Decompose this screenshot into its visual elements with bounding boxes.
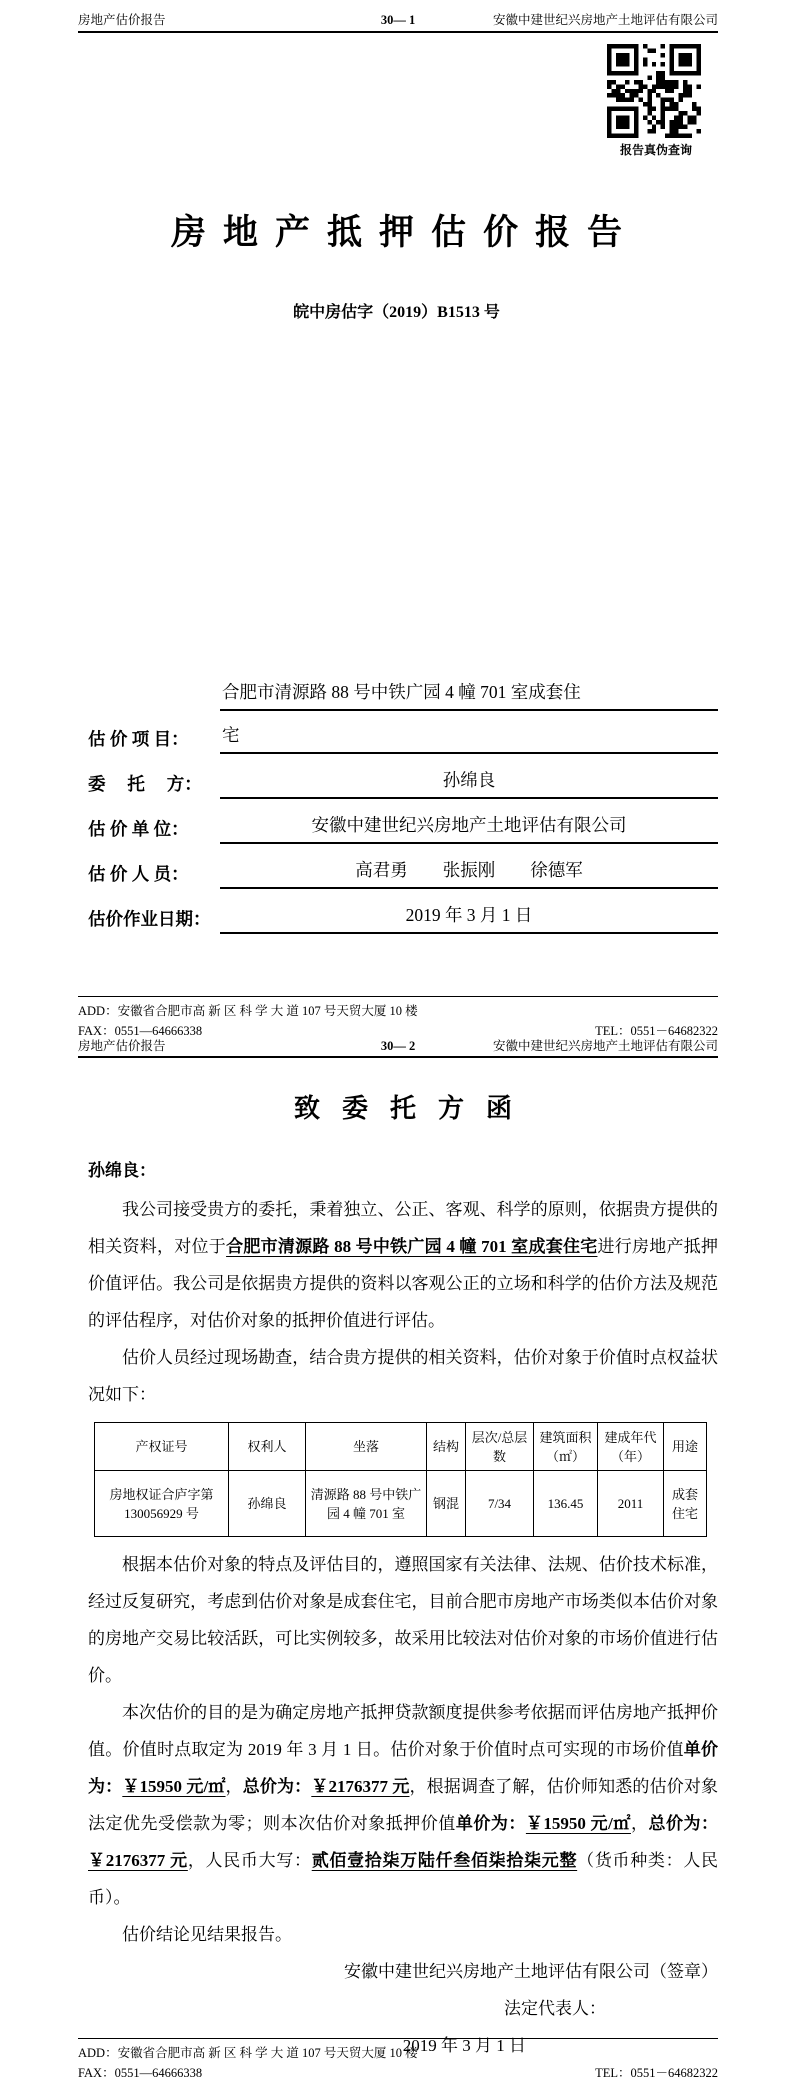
text-segment: ￥2176377 元 [88,1851,188,1870]
footer-tel: TEL：0551－64682322 [595,1024,718,1038]
paragraph-4 [88,1694,718,1916]
ownership-table [94,1422,707,1537]
paragraph-1 [88,1191,718,1339]
table-header-cell: 坐落 [306,1423,427,1471]
text-segment: ， [225,1777,243,1796]
field-row [88,679,718,754]
text-segment: 单价为： [455,1814,526,1833]
cover-fields [88,679,718,947]
table-header-row [95,1423,707,1471]
paragraph-2: 估价人员经过现场勘查，结合贵方提供的相关资料，估价对象于价值时点权益状况如下： [88,1348,718,1404]
running-header-title: 房地产估价报告 [78,13,166,27]
field-row [88,902,718,934]
field-label: 估 价 项 目： [88,729,189,749]
field-value: 安徽中建世纪兴房地产土地评估有限公司 [220,812,718,844]
header-rule-1 [78,31,718,33]
table-header-cell: 用途 [664,1423,707,1471]
table-cell: 孙绵良 [229,1471,306,1537]
table-cell: 2011 [598,1471,664,1537]
page1-running-header [78,10,718,28]
table-cell: 136.45 [534,1471,598,1537]
table-header-cell: 建筑面积（㎡） [534,1423,598,1471]
field-row [88,857,718,889]
field-label: 估 价 单 位： [88,819,189,839]
field-row [88,812,718,844]
page1-number: 30— 1 [380,13,416,27]
field-value: 宅 [220,722,718,754]
text-segment: 合肥市清源路 88 号中铁广园 4 幢 701 室成套住宅 [226,1237,598,1256]
table-header-cell: 建成年代（年） [598,1423,664,1471]
table-header-cell: 产权证号 [95,1423,229,1471]
company-name-header: 安徽中建世纪兴房地产土地评估有限公司 [492,1039,718,1053]
running-header-title: 房地产估价报告 [78,1039,166,1053]
field-value: 2019 年 3 月 1 日 [220,902,718,934]
table-row [95,1471,707,1537]
table-cell: 7/34 [466,1471,534,1537]
text-segment: （货币种类：人民币）。 [88,1851,719,1907]
footer-tel: TEL：0551－64682322 [595,2066,718,2080]
footer-fax: FAX：0551—64666338 [78,1024,203,1038]
conclusion-note: 估价结论见结果报告。 [122,1925,292,1944]
text-segment: ￥2176377 元 [311,1777,410,1796]
signature-company: 安徽中建世纪兴房地产土地评估有限公司（签章） [344,1962,718,1981]
company-name-header: 安徽中建世纪兴房地产土地评估有限公司 [492,13,718,27]
text-segment: ，人民币大写： [187,1851,312,1870]
field-label: 委 托 方： [88,774,202,794]
page2-footer [78,2038,718,2081]
footer-address: ADD：安徽省合肥市高 新 区 科 学 大 道 107 号天贸大厦 10 楼 [78,2046,418,2060]
text-segment: 贰佰壹拾柒万陆仟叁佰柒拾柒元整 [311,1851,578,1870]
letter-title: 致委托方函 [293,1094,534,1123]
footer-fax: FAX：0551—64666338 [78,2066,203,2080]
text-segment: ￥15950 元/㎡ [525,1814,631,1833]
text-segment: ，根据调查了解，估价师知悉的估价对象法定优先受偿款为零；则本次估价对象抵押价值 [88,1777,719,1833]
text-segment: 总价为： [242,1777,312,1796]
qr-code [607,44,701,138]
field-value: 高君勇 张振刚 徐德军 [220,857,718,889]
footer-address: ADD：安徽省合肥市高 新 区 科 学 大 道 107 号天贸大厦 10 楼 [78,1004,418,1018]
text-segment: 进行房地产抵押价值评估。我公司是依据贵方提供的资料以客观公正的立场和科学的估价方法及规范的评估程序，对估价对象的抵押价值进行评估。 [88,1237,719,1330]
report-title: 房地产抵押估价报告 [170,213,639,252]
text-segment: 总价为： [648,1814,719,1833]
letter-body [88,1072,718,2064]
field-label: 估 价 人 员： [88,864,189,884]
signature-date: 2019 年 3 月 1 日 [402,2036,526,2055]
field-value: 合肥市清源路 88 号中铁广园 4 幢 701 室成套住 [220,679,718,711]
document-number: 皖中房估字（2019）B1513 号 [293,304,500,321]
salutation: 孙绵良： [88,1161,156,1180]
field-label: 估价作业日期： [88,909,211,929]
field-row [88,767,718,799]
table-header-cell: 权利人 [229,1423,306,1471]
table-header-cell: 结构 [427,1423,466,1471]
paragraph-3: 根据本估价对象的特点及评估目的，遵照国家有关法律、法规、估价技术标准，经过反复研究，考虑到估价对象是成套住宅，目前合肥市房地产市场类似本估价对象的房地产交易比较活跃，可比实例较多，故采用比较法对估价对象的市场价值进行估价。 [88,1555,718,1685]
text-segment: ￥15950 元/㎡ [122,1777,226,1796]
field-value: 孙绵良 [220,767,718,799]
qr-caption: 报告真伪查询 [619,143,692,157]
text-segment: 我公司接受贵方的委托，秉着独立、公正、客观、科学的原则，依据贵方提供的相关资料，对位于 [88,1200,718,1256]
page2-running-header [78,1036,718,1054]
text-segment: 单价为： [88,1740,719,1796]
table-cell: 房地权证合庐字第 130056929 号 [95,1471,229,1537]
table-cell: 钢混 [427,1471,466,1537]
table-cell: 成套住宅 [664,1471,707,1537]
legal-representative: 法定代表人： [504,1999,606,2018]
text-segment: ， [630,1814,649,1833]
table-header-cell: 层次/总层数 [466,1423,534,1471]
table-cell: 清源路 88 号中铁广园 4 幢 701 室 [306,1471,427,1537]
page1-footer [78,996,718,1039]
text-segment: 本次估价的目的是为确定房地产抵押贷款额度提供参考依据而评估房地产抵押价值。价值时点取定为 2019 年 3 月 1 日。估价对象于价值时点可实现的市场价值 [88,1703,718,1759]
header-rule-2 [78,1056,718,1058]
page2-number: 30— 2 [380,1039,416,1053]
